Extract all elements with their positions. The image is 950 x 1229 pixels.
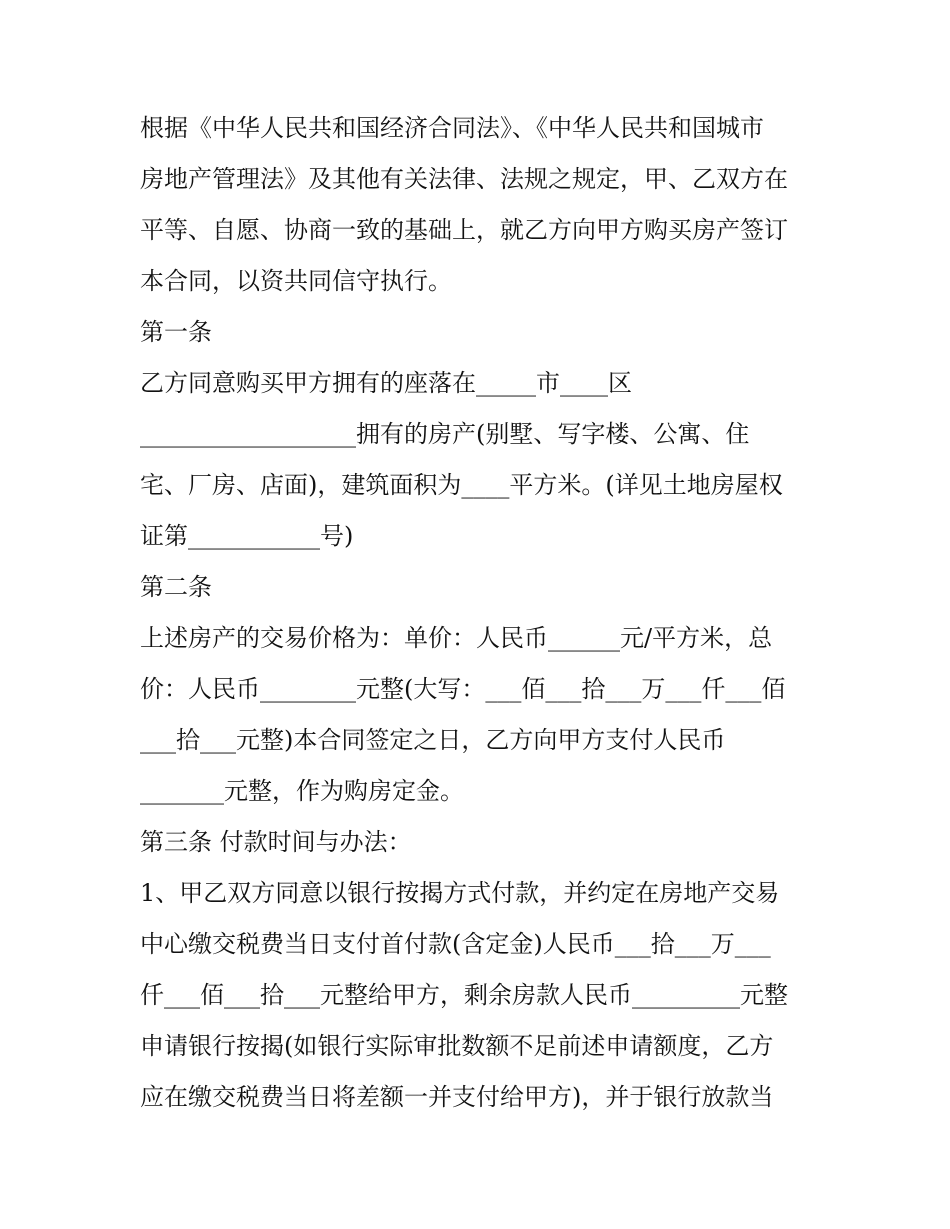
text-line: 房地产管理法》及其他有关法律、法规之规定，甲、乙双方在 [140,165,788,193]
section-heading-article-1: 第一条 [140,318,212,346]
text-line: 仟___佰___拾___元整给甲方，剩余房款人民币_________元整 [140,981,788,1009]
text-line: 乙方同意购买甲方拥有的座落在_____市____区 [140,369,632,397]
section-heading-article-2: 第二条 [140,573,212,601]
document-body [140,103,820,1123]
text-line: __________________拥有的房产(别墅、写字楼、公寓、住 [140,420,750,448]
text-line: 平等、自愿、协商一致的基础上，就乙方向甲方购买房产签订 [140,216,788,244]
text-line: 本合同，以资共同信守执行。 [140,267,452,295]
section-heading-article-3: 第三条 付款时间与办法： [140,828,412,856]
text-line: 申请银行按揭(如银行实际审批数额不足前述申请额度，乙方 [140,1032,774,1060]
text-line: 1、甲乙双方同意以银行按揭方式付款，并约定在房地产交易 [140,879,780,907]
text-line: 应在缴交税费当日将差额一并支付给甲方)，并于银行放款当 [140,1083,774,1111]
text-line: 中心缴交税费当日支付首付款(含定金)人民币___拾___万___ [140,930,771,958]
text-line: 上述房产的交易价格为：单价：人民币______元/平方米，总 [140,624,773,652]
text-line: 证第___________号) [140,522,354,550]
text-line: 价：人民币________元整(大写：___佰___拾___万___仟___佰 [140,675,786,703]
text-line: 宅、厂房、店面)，建筑面积为____平方米。(详见土地房屋权 [140,471,783,499]
text-line: 根据《中华人民共和国经济合同法》、《中华人民共和国城市 [140,114,764,142]
text-line: _______元整，作为购房定金。 [140,777,464,805]
text-line: ___拾___元整)本合同签定之日，乙方向甲方支付人民币 [140,726,726,754]
